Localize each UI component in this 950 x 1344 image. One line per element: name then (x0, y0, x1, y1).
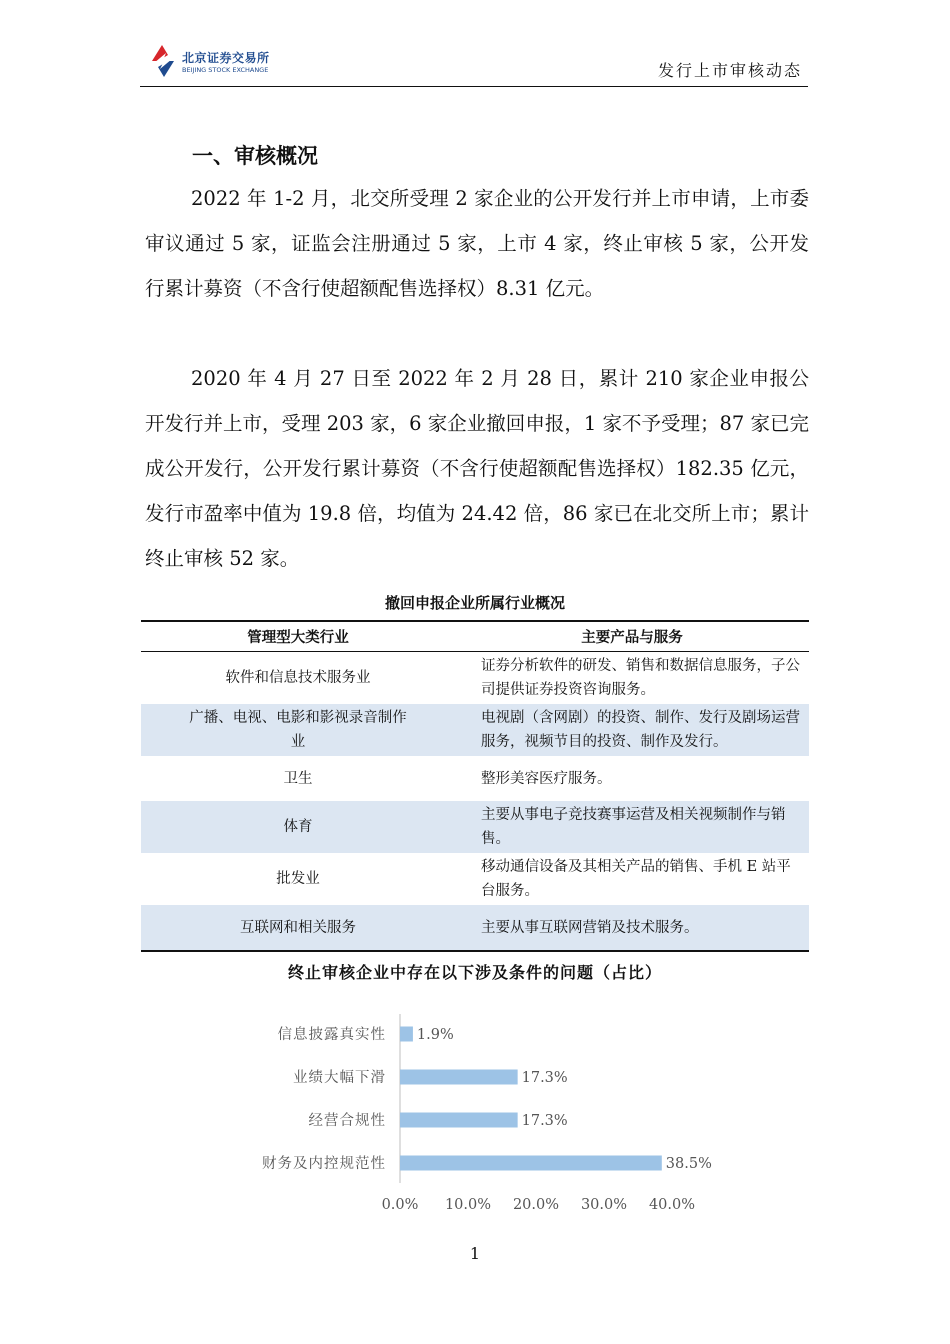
bar (400, 1156, 662, 1171)
value-label: 38.5% (665, 1156, 712, 1172)
table-row (141, 853, 809, 905)
product-cell: 证券分析软件的研发、销售和数据信息服务，子公司提供证券投资咨询服务。 (481, 658, 800, 698)
industry-cell: 互联网和相关服务 (141, 905, 455, 951)
table-row (141, 756, 809, 801)
bar (400, 1027, 413, 1042)
industry-cell: 广播、电视、电影和影视录音制作业 (141, 704, 455, 756)
header-title: 发行上市审核动态 (657, 61, 802, 80)
category-label: 业绩大幅下滑 (293, 1070, 386, 1086)
overview-paragraph-1: 2022 年 1-2 月，北交所受理 2 家企业的公开发行并上市申请，上市委审议通过 5 家，证监会注册通过 5 家，上市 4 家，终止审核 5 家，公开发行累计募资（不含行使超额配售选择权）8.31 亿元。 (145, 187, 809, 300)
table-row (141, 652, 809, 705)
page-number: 1 (469, 1244, 481, 1263)
section-title: 一、审核概况 (192, 144, 318, 168)
product-cell: 电视剧（含网剧）的投资、制作、发行及剧场运营服务，视频节目的投资、制作及发行。 (455, 704, 809, 756)
logo-english-name: BEIJING STOCK EXCHANGE (182, 66, 269, 74)
category-label: 经营合规性 (308, 1113, 386, 1129)
value-label: 17.3% (521, 1070, 568, 1086)
value-label: 1.9% (416, 1027, 454, 1043)
header-industry: 管理型大类行业 (141, 621, 455, 652)
product-cell: 主要从事电子竞技赛事运营及相关视频制作与销售。 (455, 801, 809, 853)
table-row (141, 905, 809, 951)
industry-table (141, 620, 809, 952)
category-label: 信息披露真实性 (277, 1027, 386, 1043)
industry-cell: 卫生 (283, 770, 313, 787)
chart-title: 终止审核企业中存在以下涉及条件的问题（占比） (287, 963, 662, 982)
overview-paragraph-2: 2020 年 4 月 27 日至 2022 年 2 月 28 日，累计 210 家企业申报公开发行并上市，受理 203 家，6 家企业撤回申报，1 家不予受理；87 家已完成公开发行，公开发行累计募资（不含行使超额配售选择权）182.35 亿元，发行市盈率中值为 19.8 倍，均值为 24.42 倍，86 家已在北交所上市；累计终止审核 52 家。 (145, 367, 809, 570)
x-tick-label: 20.0% (512, 1197, 560, 1213)
value-label: 17.3% (521, 1113, 568, 1129)
termination-reasons-chart (0, 1000, 950, 1230)
industry-cell: 体育 (141, 801, 455, 853)
product-cell: 移动通信设备及其相关产品的销售、手机 E 站平台服务。 (481, 859, 791, 899)
category-label: 财务及内控规范性 (262, 1156, 386, 1172)
x-tick-label: 10.0% (444, 1197, 492, 1213)
table-row (141, 801, 809, 853)
table-row (141, 704, 809, 756)
product-cell: 主要从事互联网营销及技术服务。 (455, 905, 809, 951)
industry-cell: 软件和信息技术服务业 (225, 670, 371, 686)
product-cell: 整形美容医疗服务。 (481, 770, 612, 787)
table-title: 撤回申报企业所属行业概况 (384, 594, 565, 612)
bse-logo-icon (148, 43, 178, 79)
bse-logo (148, 43, 288, 83)
x-tick-label: 0.0% (381, 1197, 419, 1213)
industry-cell: 批发业 (276, 871, 320, 887)
x-tick-label: 40.0% (648, 1197, 696, 1213)
page-header (140, 40, 808, 87)
header-product: 主要产品与服务 (455, 621, 809, 652)
table-header-row (141, 621, 809, 652)
x-tick-label: 30.0% (580, 1197, 628, 1213)
bar (400, 1113, 518, 1128)
bar (400, 1070, 518, 1085)
logo-chinese-name: 北京证券交易所 (182, 51, 270, 65)
